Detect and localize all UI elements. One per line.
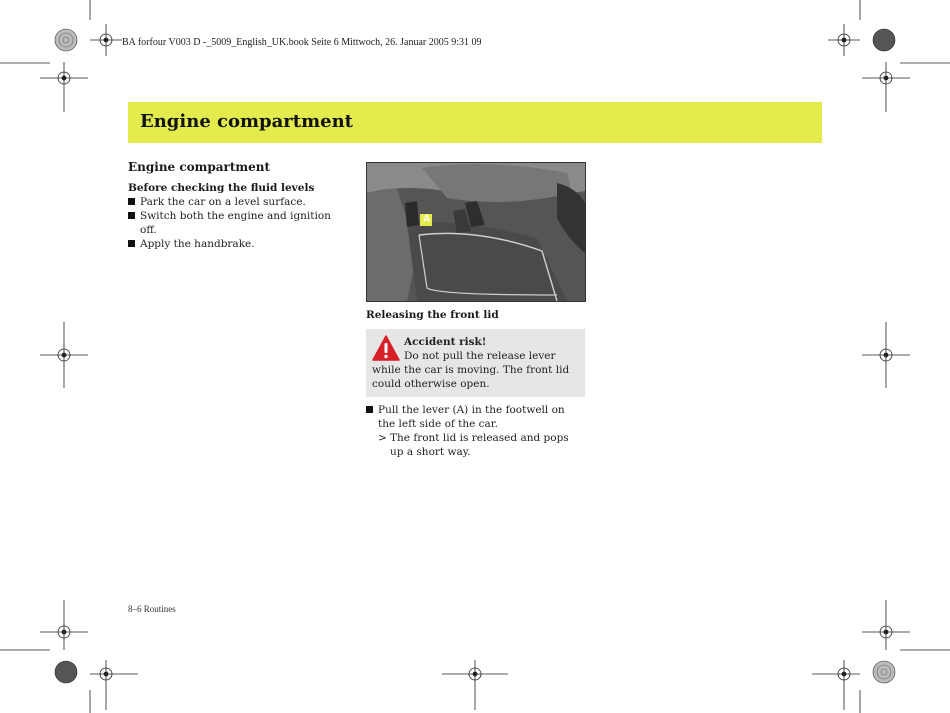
result-marker: > [378, 432, 387, 444]
instructions [366, 403, 585, 459]
list-item: Pull the lever (A) in the footwell on the left side of the car. [366, 403, 585, 431]
crosshair-icon [40, 322, 88, 388]
warning-box [366, 329, 585, 397]
color-bar-circle-icon [873, 661, 895, 683]
result-line [366, 431, 585, 459]
page-footer: 8–6 Routines [128, 604, 176, 614]
crosshair-icon [812, 660, 860, 710]
middle-column [366, 162, 585, 459]
list-item: Switch both the engine and ignition off. [128, 209, 338, 237]
crosshair-icon [442, 660, 508, 710]
warning-triangle-icon [372, 335, 400, 361]
warning-text: Do not pull the release lever while the car is moving. The front lid could otherwise open. [372, 350, 570, 390]
footwell-photo [366, 162, 586, 302]
warning-title: Accident risk! [404, 336, 487, 348]
crosshair-icon [40, 600, 88, 650]
subheading: Before checking the fluid levels [128, 182, 315, 194]
list-item: Apply the handbrake. [128, 237, 338, 251]
crosshair-icon [90, 24, 122, 56]
callout-label-a: A [423, 214, 431, 225]
crosshair-icon [862, 322, 910, 388]
chapter-title: Engine compartment [140, 111, 353, 132]
crosshair-icon [862, 600, 910, 650]
figure-caption: Releasing the front lid [366, 309, 499, 321]
color-bar-circle-icon [55, 661, 77, 683]
crosshair-icon [862, 62, 910, 112]
result-text: The front lid is released and pops up a short way. [390, 432, 569, 458]
color-bar-circle-icon [873, 29, 895, 51]
prep-list [128, 195, 338, 251]
list-item: Park the car on a level surface. [128, 195, 338, 209]
section-heading: Engine compartment [128, 160, 270, 174]
crosshair-icon [40, 62, 88, 112]
crosshair-icon [828, 24, 860, 56]
print-header: BA forfour V003 D -_5009_English_UK.book Seite 6 Mittwoch, 26. Januar 2005 9:31 09 [122, 37, 482, 48]
footwell-illustration [367, 163, 585, 301]
crosshair-icon [90, 660, 138, 710]
left-column [128, 160, 338, 251]
chapter-banner [128, 102, 822, 143]
color-bar-circle-icon [55, 29, 77, 51]
